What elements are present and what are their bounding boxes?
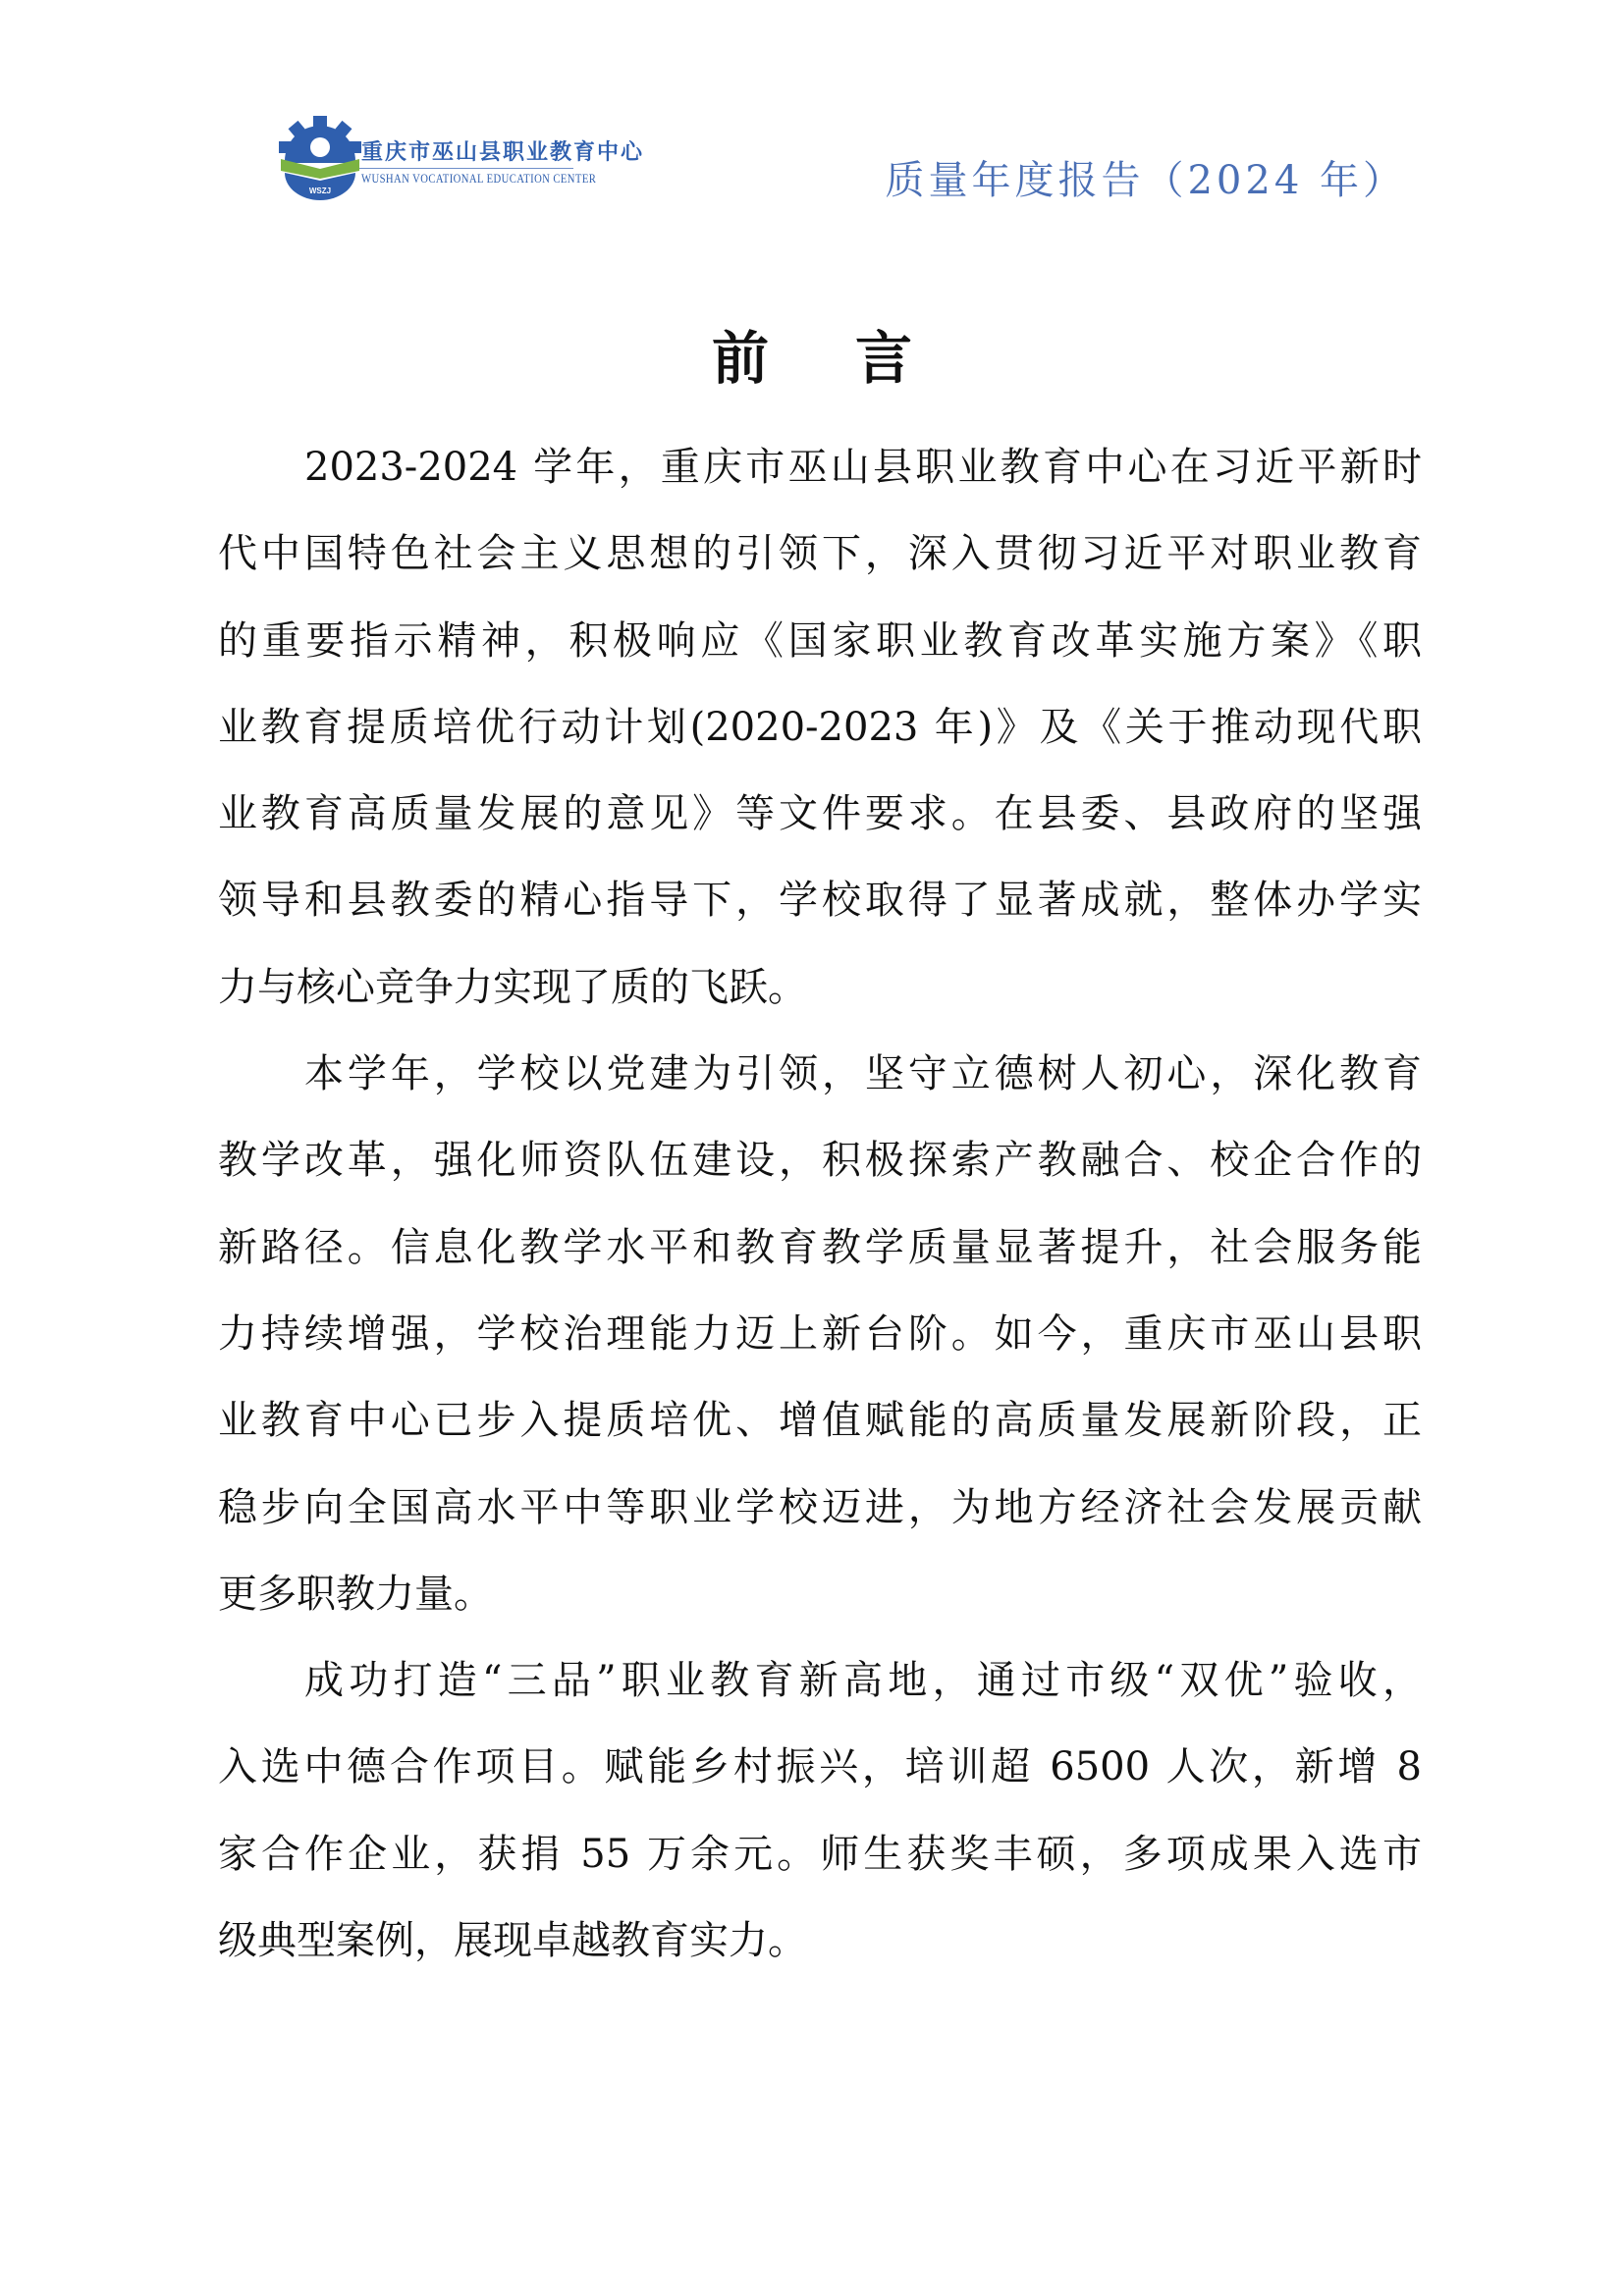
- text-line: 级典型案例，展现卓越教育实力。: [218, 1918, 807, 1964]
- text-line: 稳步向全国高水平中等职业学校迈进，为地方经济社会发展贡献: [218, 1484, 1422, 1530]
- text-line: 代中国特色社会主义思想的引领下，深入贯彻习近平对职业教育: [218, 531, 1422, 577]
- paragraph-1: [218, 424, 1422, 1031]
- text-line: 业教育提质培优行动计划(2020-2023 年)》及《关于推动现代职: [218, 704, 1422, 750]
- text-line: 业教育高质量发展的意见》等文件要求。在县委、县政府的坚强: [218, 791, 1422, 837]
- paragraph-3: [218, 1637, 1422, 1984]
- page-title: [0, 312, 1624, 395]
- text-line: 更多职教力量。: [218, 1571, 493, 1617]
- text-line: 新路径。信息化教学水平和教育教学质量显著提升，社会服务能: [218, 1224, 1422, 1270]
- text-line: 领导和县教委的精心指导下，学校取得了显著成就，整体办学实: [218, 878, 1422, 924]
- page-header: [0, 0, 1624, 236]
- page-title-char-1: 前: [711, 325, 769, 392]
- text-line: 成功打造“三品”职业教育新高地，通过市级“双优”验收，: [304, 1658, 1422, 1704]
- school-name-chinese: 重庆市巫山县职业教育中心: [361, 140, 645, 165]
- text-line: 的重要指示精神，积极响应《国家职业教育改革实施方案》《职: [218, 617, 1422, 664]
- text-line: 教学改革，强化师资队伍建设，积极探索产教融合、校企合作的: [218, 1138, 1422, 1184]
- paragraph-2: [218, 1031, 1422, 1637]
- school-name-divider: [359, 168, 573, 169]
- text-line: 力持续增强，学校治理能力迈上新台阶。如今，重庆市巫山县职: [218, 1310, 1422, 1357]
- text-line: 入选中德合作项目。赋能乡村振兴，培训超 6500 人次，新增 8: [218, 1744, 1422, 1790]
- text-line: 力与核心竞争力实现了质的飞跃。: [218, 964, 807, 1010]
- text-line: 业教育中心已步入提质培优、增值赋能的高质量发展新阶段，正: [218, 1398, 1422, 1444]
- report-title: 质量年度报告（2024 年）: [885, 158, 1406, 203]
- text-line: 家合作企业，获捐 55 万余元。师生获奖丰硕，多项成果入选市: [218, 1831, 1422, 1877]
- text-line: 2023-2024 学年，重庆市巫山县职业教育中心在习近平新时: [304, 445, 1422, 490]
- text-line: 本学年，学校以党建为引领，坚守立德树人初心，深化教育: [304, 1051, 1422, 1097]
- school-logo-icon: [273, 116, 367, 200]
- school-name-english: WUSHAN VOCATIONAL EDUCATION CENTER: [361, 171, 597, 186]
- svg-text:WSZJ: WSZJ: [308, 187, 332, 195]
- document-body: [218, 424, 1422, 1984]
- page-title-char-2: 言: [855, 325, 913, 392]
